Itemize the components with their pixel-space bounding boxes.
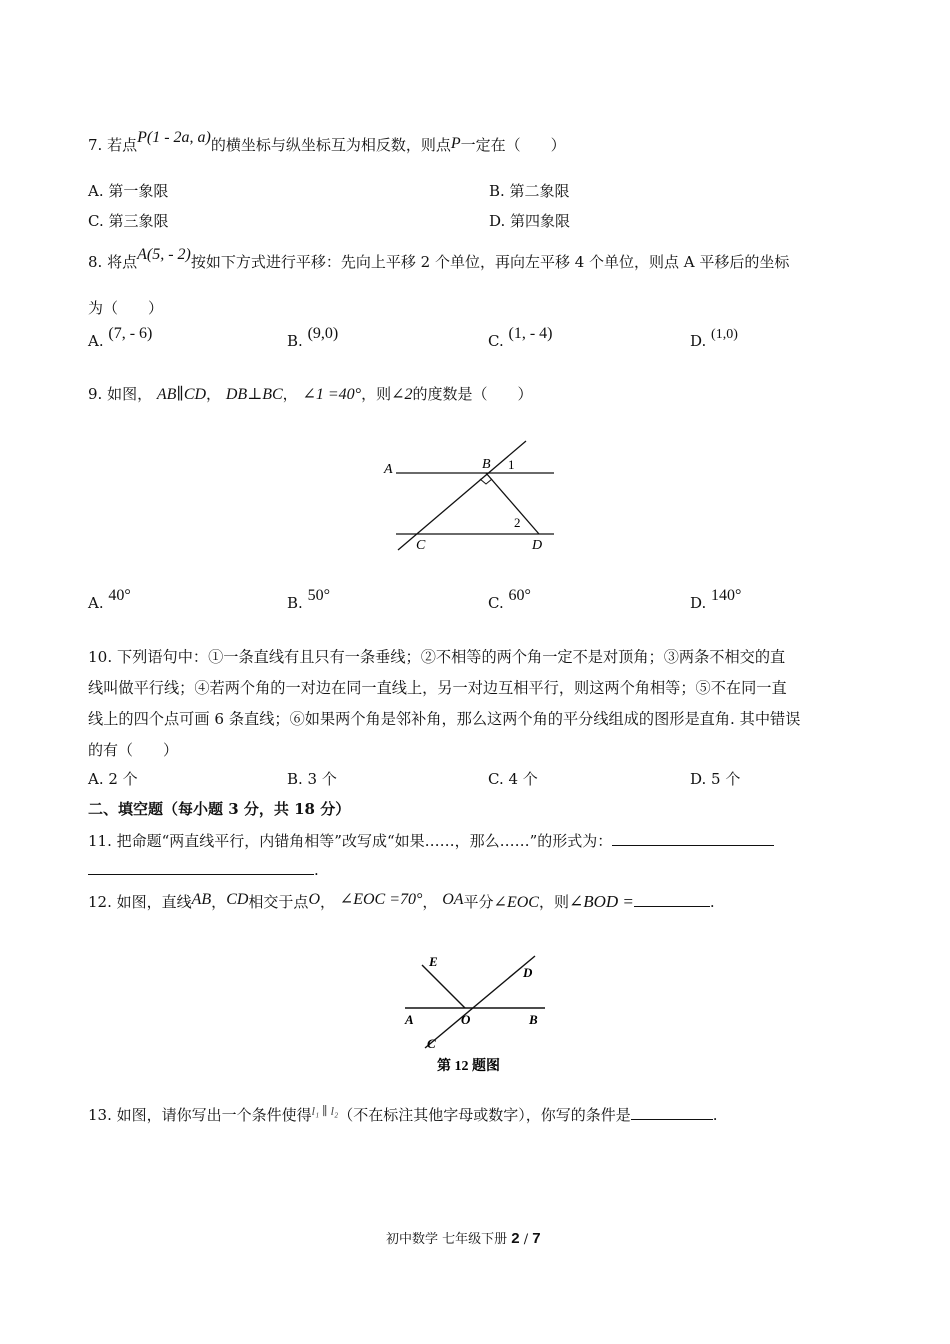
- figure-caption: 第 12 题图: [437, 1059, 500, 1074]
- label-d: D: [532, 538, 543, 553]
- q7-point-expression: P(1 - 2a, a): [137, 129, 211, 146]
- q7-text: 的横坐标与纵坐标互为相反数，则点: [210, 136, 451, 154]
- q11-text: 11. 把命题“两直线平行，内错角相等”改写成“如果……，那么……”的形式为：: [88, 832, 613, 850]
- q9-option-c: C. 60°: [488, 587, 531, 612]
- q11-answer-blank-1[interactable]: [612, 831, 774, 846]
- q8-option-d: D. (1,0): [690, 327, 738, 350]
- label-angle-2: 2: [514, 515, 521, 530]
- q13-number: 13. 如图，请你写出一个条件使得: [88, 1106, 312, 1124]
- q8-number: 8. 将点: [88, 253, 138, 271]
- page-total: 7: [532, 1230, 541, 1247]
- q8-option-c: C. (1, - 4): [488, 325, 553, 350]
- label-a: A: [384, 462, 393, 477]
- q9-line: 9. 如图， AB∥CD， DB⊥BC， ∠1 =40°，则∠2的度数是（ ）: [88, 385, 533, 403]
- q8-line2: 为（ ）: [88, 299, 164, 317]
- q12-figure: [395, 950, 555, 1080]
- label-b: B: [482, 457, 491, 472]
- q9-condition-parallel: AB∥CD: [156, 386, 207, 403]
- q9-option-b: B. 50°: [287, 587, 330, 612]
- q9-condition-angle1: ∠1 =40°: [302, 386, 362, 403]
- q9-angle2: ∠2: [391, 386, 413, 403]
- q12-angle-bod: ∠BOD =: [568, 892, 634, 911]
- page-number: 2: [511, 1230, 520, 1247]
- q8-option-a: A. (7, - 6): [88, 325, 153, 350]
- q9-figure: [376, 438, 566, 558]
- q10-option-a: A. 2 个: [88, 770, 138, 788]
- q7-option-c: C. 第三象限: [88, 212, 169, 230]
- q11-answer-blank-2[interactable]: [88, 860, 314, 875]
- q13-condition: l₁ ∥ l₂: [311, 1104, 339, 1118]
- label-angle-1: 1: [508, 457, 515, 472]
- right-angle-mark: [480, 479, 492, 484]
- q10-line1: 10. 下列语句中：①一条直线有且只有一条垂线；②不相等的两个角一定不是对顶角；③两条不相交的直: [88, 648, 786, 666]
- q13-line: 13. 如图，请你写出一个条件使得$^{l_1 \parallel l_2}$（不在标注其他字母或数字），你写的条件是 .: [88, 1104, 718, 1124]
- q9-number: 9. 如图，: [88, 385, 153, 403]
- label-o: O: [461, 1012, 471, 1027]
- q12-number: 12. 如图，直线: [88, 893, 192, 911]
- ray-oe: [422, 965, 465, 1008]
- q9-condition-perpendicular: DB⊥BC: [225, 386, 283, 403]
- q7-point-p: P: [450, 135, 461, 152]
- q7-line: [88, 129, 566, 155]
- q10-option-c: C. 4 个: [488, 770, 538, 788]
- q9-option-a: A. 40°: [88, 587, 131, 612]
- q10-line2: 线叫做平行线；④若两个角的一对边在同一直线上，另一对边互相平行，则这两个角相等；⑤不在同一直: [88, 679, 787, 697]
- label-d: D: [523, 965, 533, 980]
- label-b: B: [529, 1012, 538, 1027]
- q7-tail: 一定在（ ）: [460, 136, 566, 154]
- label-c: C: [416, 538, 426, 553]
- line-bd: [486, 473, 539, 534]
- q11-line: [88, 830, 774, 851]
- line-cd: [425, 956, 535, 1048]
- q13-answer-blank[interactable]: [631, 1105, 713, 1120]
- q12-line: 12. 如图，直线AB，CD相交于点O， ∠EOC =70°， OA平分∠EOC，则∠BOD = .: [88, 891, 715, 911]
- q12-answer-blank[interactable]: [634, 892, 710, 907]
- label-c: C: [427, 1036, 436, 1051]
- q8-text: 按如下方式进行平移：先向上平移 2 个单位，再向左平移 4 个单位，则点 A 平移后的坐标: [190, 253, 790, 271]
- page-separator: /: [523, 1232, 529, 1247]
- q10-line3: 线上的四个点可画 6 条直线；⑥如果两个角是邻补角，那么这两个角的平分线组成的图形是直角. 其中错误: [88, 710, 801, 728]
- q9-option-d: D. 140°: [690, 587, 742, 612]
- q10-line4: 的有（ ）: [88, 741, 179, 759]
- q8-point-expression: A(5, - 2): [137, 246, 191, 263]
- label-a: A: [405, 1012, 414, 1027]
- section-heading-fill-in: 二、填空题（每小题 3 分，共 18 分）: [88, 800, 351, 818]
- q11-line2: .: [88, 860, 319, 879]
- q10-option-d: D. 5 个: [690, 770, 741, 788]
- q12-angle-eoc: ∠EOC =70°: [339, 891, 423, 908]
- page-footer: [386, 1228, 541, 1247]
- q8-option-b: B. (9,0): [287, 325, 339, 350]
- q7-option-b: B. 第二象限: [489, 182, 570, 200]
- q7-number: 7. 若点: [88, 136, 138, 154]
- q7-option-d: D. 第四象限: [489, 212, 571, 230]
- q8-line1: [88, 246, 790, 272]
- footer-subject: 初中数学 七年级下册: [386, 1232, 508, 1247]
- q7-option-a: A. 第一象限: [88, 182, 169, 200]
- q10-option-b: B. 3 个: [287, 770, 337, 788]
- label-e: E: [429, 954, 438, 969]
